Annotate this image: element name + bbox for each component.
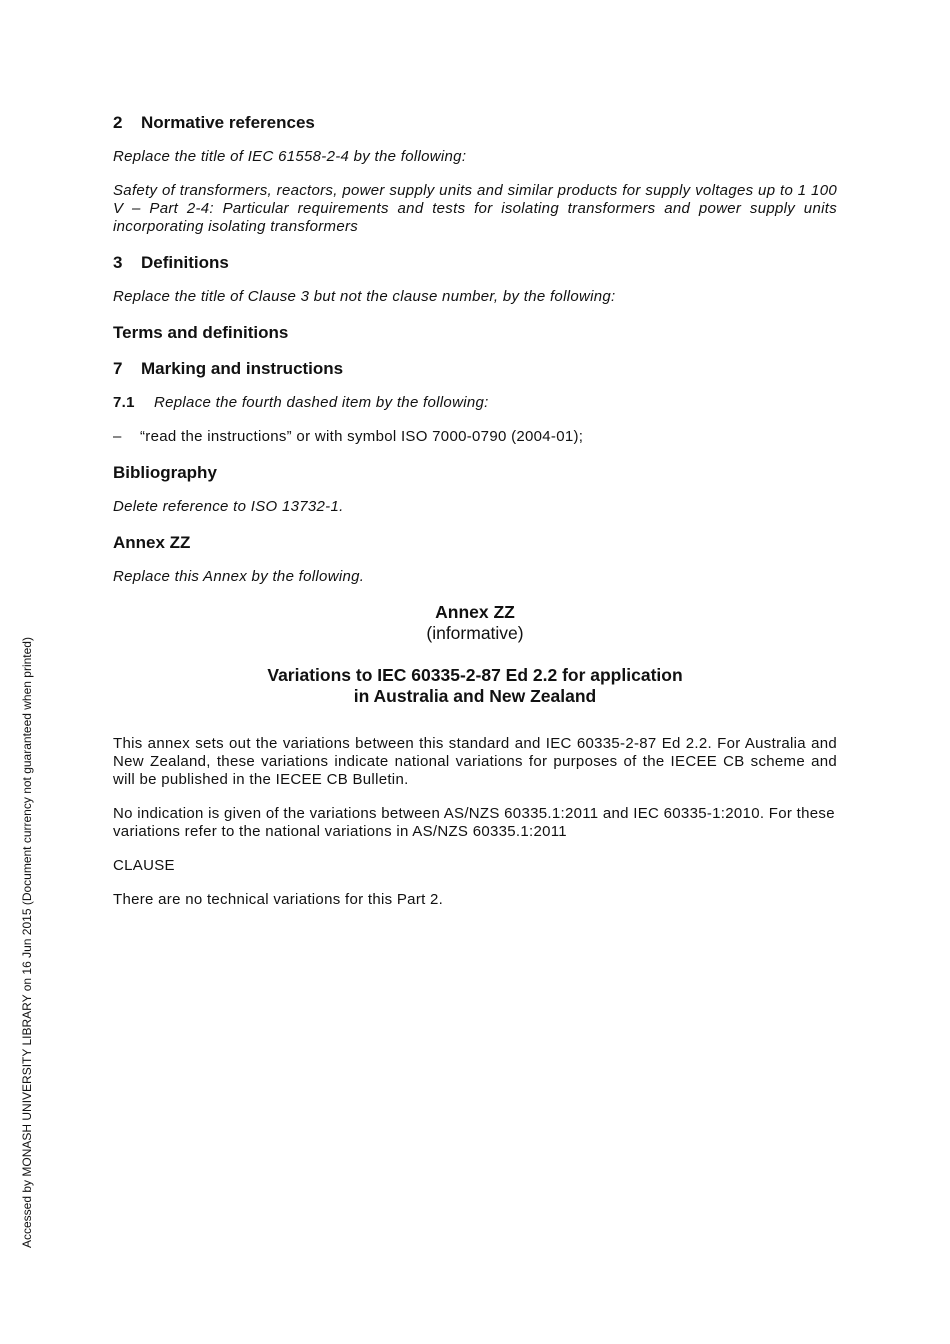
bibliography-instruction: Delete reference to ISO 13732-1. (113, 498, 344, 515)
annex-paragraph-1: This annex sets out the variations between this standard and IEC 60335-2-87 Ed 2.2. For Australia and New Zealand, these variations indicate national variations for purposes of the IECEE CB scheme and will be published in the IECEE CB Bulletin. (113, 735, 837, 788)
annex-zz-title: Annex ZZ (435, 602, 515, 622)
section-title: Normative references (141, 113, 315, 132)
annex-instruction: Replace this Annex by the following. (113, 568, 365, 585)
subclause-instruction (113, 394, 837, 412)
normative-replacement-title: Safety of transformers, reactors, power supply units and similar products for supply voltages up to 1 100 V – Part 2-4: Particular requirements and tests for isolating transformers and power supply units incorporating isolating transformers (113, 182, 837, 235)
clause-label: CLAUSE (113, 857, 175, 874)
section-number: 2 (113, 113, 123, 132)
variations-title-line1: Variations to IEC 60335-2-87 Ed 2.2 for application (267, 665, 683, 685)
dash-marker: – (113, 428, 122, 445)
subclause-number: 7.1 (113, 394, 135, 411)
section-title: Marking and instructions (141, 359, 344, 378)
dashed-item-text: “read the instructions” or with symbol ISO 7000-0790 (2004-01); (140, 428, 584, 445)
document-page (113, 112, 837, 909)
section-number: 7 (113, 359, 123, 378)
section-number: 3 (113, 253, 123, 272)
annex-zz-subtitle: (informative) (426, 623, 524, 643)
dashed-item (113, 428, 837, 446)
section-title: Definitions (141, 253, 229, 272)
annex-zz-heading: Annex ZZ (113, 533, 191, 552)
marking-heading (113, 358, 837, 380)
annex-paragraph-2: No indication is given of the variations between AS/NZS 60335.1:2011 and IEC 60335-1:2010. For these variations refer to the national variations in AS/NZS 60335.1:2011 (113, 805, 835, 840)
variations-title-line2: in Australia and New Zealand (353, 686, 597, 706)
normative-references-heading (113, 112, 837, 134)
subclause-instruction-text: Replace the fourth dashed item by the following: (154, 394, 489, 411)
clause-text: There are no technical variations for this Part 2. (113, 891, 444, 908)
definitions-instruction: Replace the title of Clause 3 but not the clause number, by the following: (113, 288, 616, 305)
terms-and-definitions-heading: Terms and definitions (113, 323, 289, 342)
access-watermark: Accessed by MONASH UNIVERSITY LIBRARY on 16 Jun 2015 (Document currency not guaranteed when printed) (20, 637, 34, 1248)
bibliography-heading: Bibliography (113, 463, 217, 482)
definitions-heading (113, 252, 837, 274)
normative-instruction: Replace the title of IEC 61558-2-4 by the following: (113, 148, 467, 165)
